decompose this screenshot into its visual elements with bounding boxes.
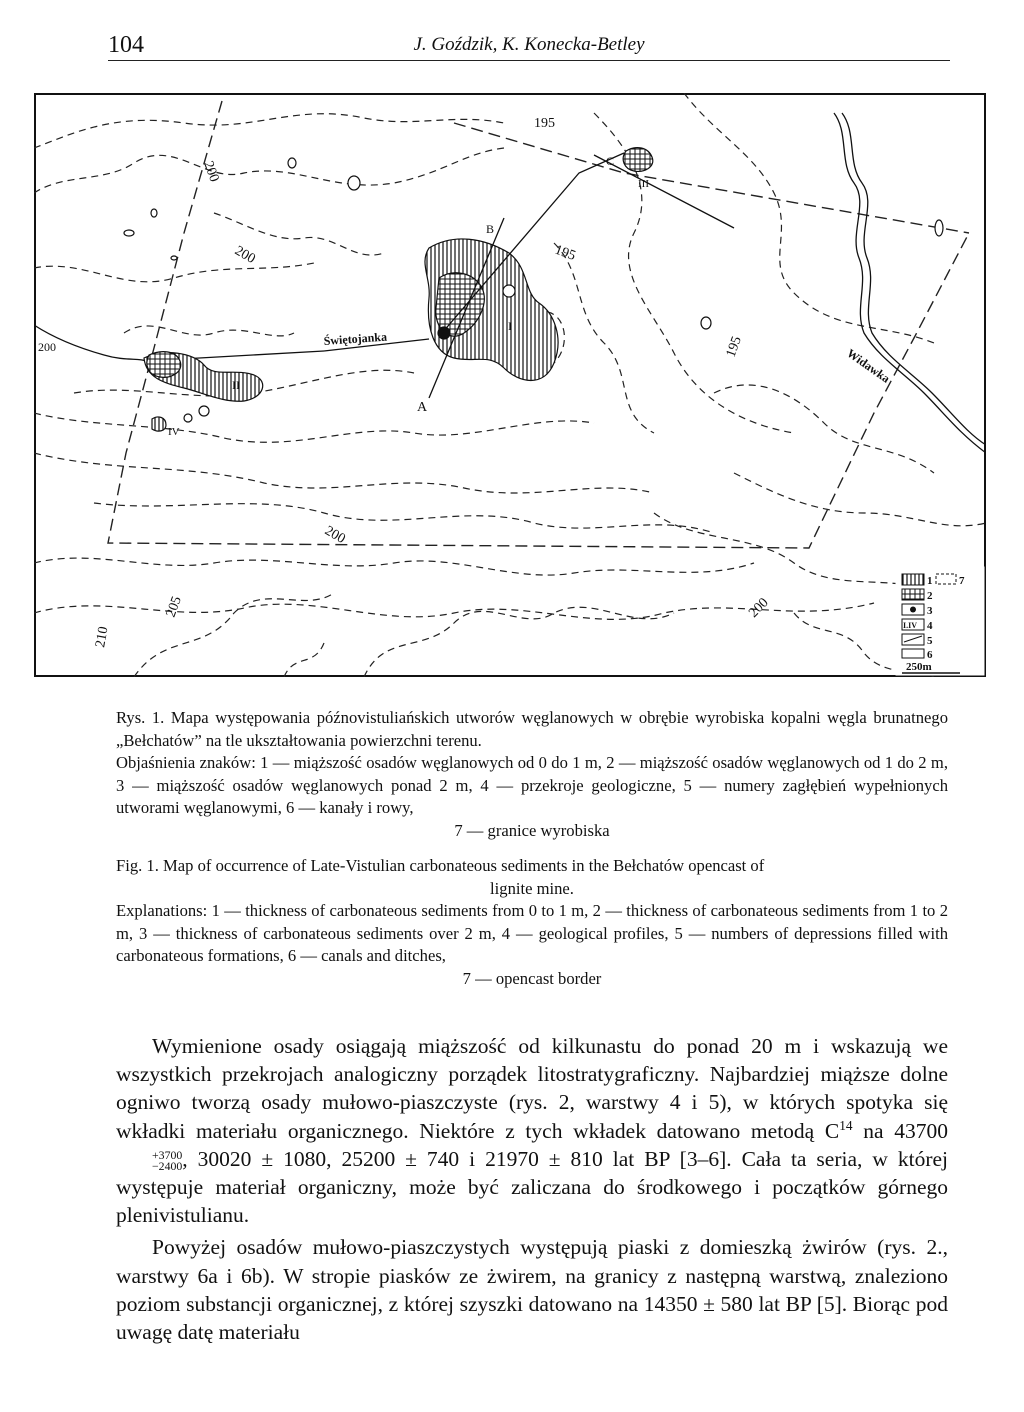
legend-depression-sample: I.IV	[903, 621, 918, 630]
legend-swatch-6	[902, 649, 924, 658]
caption-en-title-line2: lignite mine.	[490, 878, 574, 898]
label-depression-iv: IV	[168, 426, 180, 438]
p1-part-c: , 30020 ± 1080, 25200 ± 740 i 21970 ± 810 lat BP [3–6]. Cała ta seria, w której występuje materiał organiczny, może być zaliczana do środkowego i początków górnego plenivistulianu.	[116, 1146, 948, 1228]
p1-error-minus: −2400	[152, 1158, 183, 1173]
legend-label-4: 4	[927, 620, 933, 632]
running-head	[108, 28, 950, 64]
label-contour-205: 205	[163, 594, 185, 620]
label-profile-b: B	[486, 222, 495, 236]
legend-label-6: 6	[927, 649, 933, 661]
label-contour-195-east: 195	[723, 334, 745, 360]
label-river-widawka: Widawka	[844, 345, 893, 386]
depression-iv	[152, 417, 166, 431]
body-paragraph-1	[116, 1032, 948, 1229]
label-river-swietojanka: Świętojanka	[323, 329, 388, 348]
label-profile-a: A	[417, 400, 428, 415]
label-depression-ii: II	[232, 378, 240, 392]
caption-english	[116, 855, 948, 991]
label-contour-200-left: 200	[38, 340, 56, 354]
pond-2	[184, 414, 192, 422]
p1-c14-superscript: 14	[839, 1117, 853, 1133]
depression-small-circle	[503, 285, 515, 297]
p1-part-a: Wymienione osady osiągają miąższość od kilkunastu do ponad 20 m i wskazują we wszystkich przekrojach analogiczny porządek litostratygraficzny. Najbardziej miąższe dolne ogniwo tworzą osady mułowo-piaszczyste (rys. 2, warstwy 4 i 5), w których spotyka się wkładki materiału organicznego. Niektóre z tych wkładek datowano metodą C	[116, 1034, 948, 1143]
label-depression-i: I	[508, 319, 512, 333]
p1-error-plus: +3700	[152, 1147, 183, 1162]
caption-pl-explanation-end: 7 — granice wyrobiska	[454, 820, 610, 840]
label-contour-210: 210	[93, 625, 112, 649]
legend-swatch-2	[902, 589, 924, 600]
caption-en-explanation-end: 7 — opencast border	[462, 968, 602, 988]
legend-swatch-7	[936, 574, 956, 584]
label-contour-200-nw: 200	[200, 159, 222, 185]
label-contour-195-north: 195	[534, 116, 555, 131]
pond-1	[199, 406, 209, 416]
map-legend	[896, 567, 984, 675]
caption-pl-explanation: Objaśnienia znaków: 1 — miąższość osadów węglanowych od 0 do 1 m, 2 — miąższość osadów węglanowych od 1 do 2 m, 3 — miąższość osadów węglanowych ponad 2 m, 4 — przekroje geologiczne, 5 — numery zagłębień wypełnionych utworami węglanowymi, 6 — kanały i rowy,	[116, 753, 948, 818]
label-profile-c: C	[606, 154, 615, 168]
depression-black-dot	[438, 327, 450, 339]
depression-iii	[623, 148, 653, 172]
caption-pl-title: Rys. 1. Mapa występowania późnovistuliańskich utworów węglanowych w obrębie wyrobiska kopalni węgla brunatnego „Bełchatów” na tle ukształtowania powierzchni terenu.	[116, 708, 948, 750]
caption-en-title-line1: Fig. 1. Map of occurrence of Late-Vistulian carbonateous sediments in the Bełchatów opencast of	[116, 856, 765, 875]
label-contour-195-center: 195	[552, 242, 578, 264]
page-number: 104	[108, 32, 144, 58]
caption-en-explanation: Explanations: 1 — thickness of carbonateous sediments from 0 to 1 m, 2 — thickness of carbonateous sediments from 1 to 2 m, 3 — thickness of carbonateous sediments over 2 m, 4 — geological profiles, 5 — numbers of depressions filled with carbonateous formations, 6 — canals and ditches,	[116, 901, 948, 966]
legend-label-5: 5	[927, 635, 933, 647]
map-graphic	[34, 93, 986, 677]
label-contour-200-west: 200	[232, 243, 258, 267]
p1-error-range	[116, 1147, 183, 1173]
legend-label-1: 1	[927, 575, 933, 587]
body-text	[116, 1032, 948, 1346]
legend-label-2: 2	[927, 590, 933, 602]
running-title: J. Goździk, K. Konecka-Betley	[413, 34, 645, 55]
label-contour-200-southeast: 200	[746, 595, 772, 621]
header-rule	[108, 60, 950, 61]
scale-label: 250m	[906, 661, 932, 673]
legend-swatch-3-dot	[910, 607, 916, 613]
caption-polish	[116, 707, 948, 843]
p1-part-b: na 43700	[852, 1118, 948, 1143]
depression-ii-core	[147, 352, 181, 378]
figure-map	[34, 93, 986, 677]
label-depression-iii: III	[638, 178, 649, 190]
body-paragraph-2: Powyżej osadów mułowo-piaszczystych występują piaski z domieszką żwirów (rys. 2., warstwy 6a i 6b). W stropie piasków ze żwirem, na granicy z następną warstwą, znaleziono poziom substancji organicznej, z której szyszki datowano na 14350 ± 580 lat BP [5]. Biorąc pod uwagę datę materiału	[116, 1235, 948, 1345]
legend-label-7: 7	[959, 575, 965, 587]
label-contour-200-south: 200	[322, 523, 348, 547]
legend-swatch-1	[902, 574, 924, 585]
legend-label-3: 3	[927, 605, 933, 617]
